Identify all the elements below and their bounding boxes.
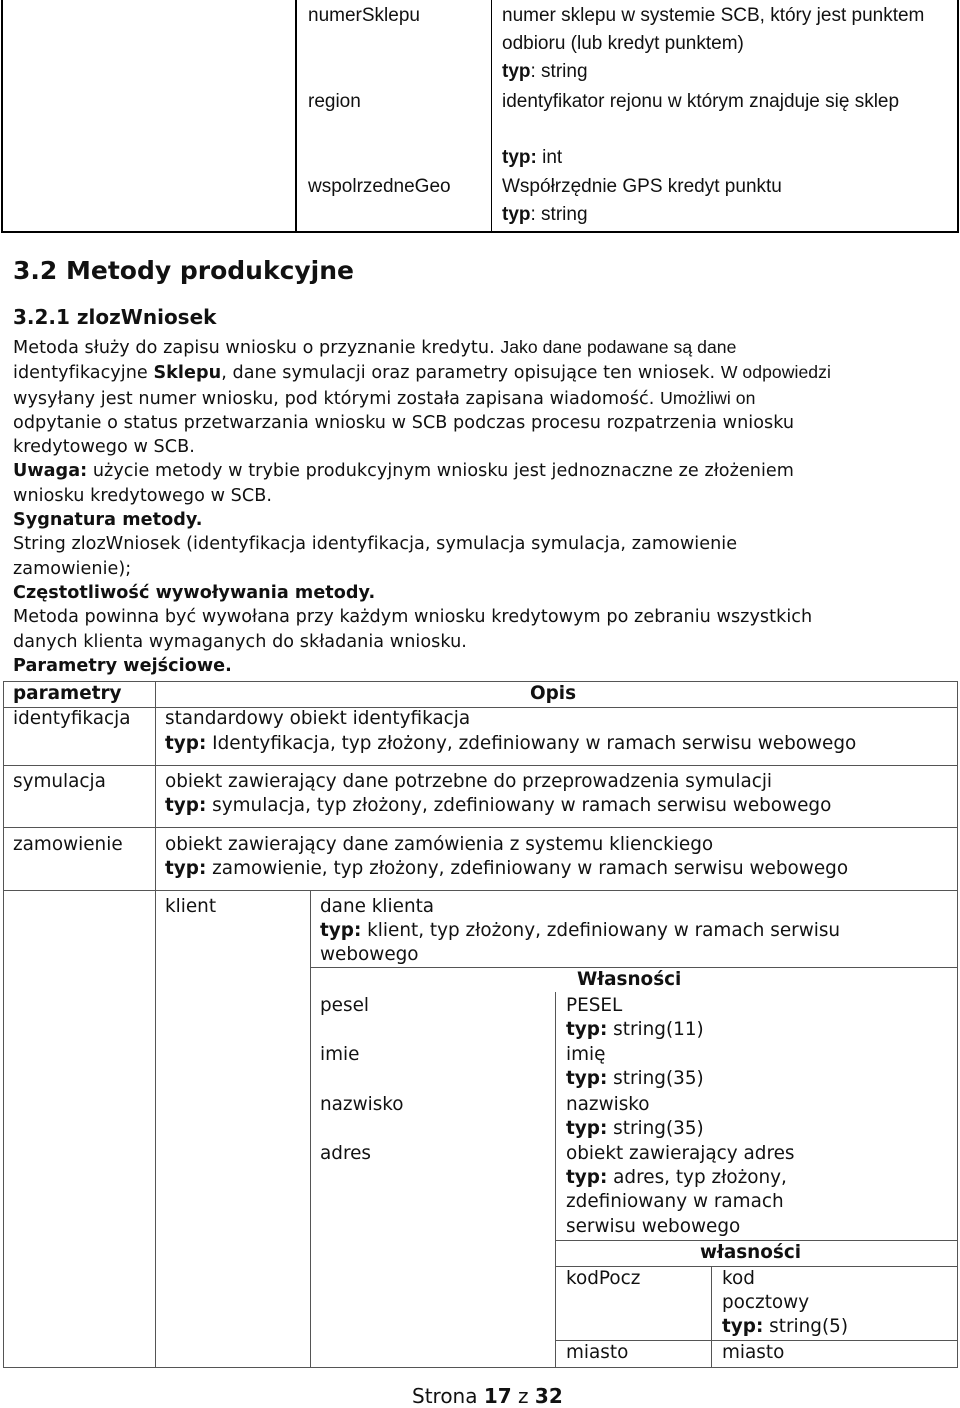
field-name: wspolrzedneGeo	[308, 176, 451, 197]
section-heading: 3.2 Metody produkcyjne	[13, 256, 355, 285]
prop-type: typ: adres, typ złożony,	[566, 1167, 787, 1188]
prop-name: adres	[320, 1143, 371, 1164]
prop-desc: imię	[566, 1044, 606, 1065]
param-name: klient	[165, 896, 217, 917]
prop-type: typ: string(35)	[566, 1068, 704, 1089]
prop-name: nazwisko	[320, 1094, 404, 1115]
prop-type: typ: string(11)	[566, 1019, 704, 1040]
prop-desc: obiekt zawierający adres	[566, 1143, 795, 1164]
field-name: numerSklepu	[308, 5, 420, 26]
signature-heading: Sygnatura metody.	[13, 510, 203, 531]
prop-name: kodPocz	[566, 1268, 641, 1289]
subsection-heading: 3.2.1 zlozWniosek	[13, 305, 217, 329]
param-name: symulacja	[13, 771, 106, 792]
prop-name: miasto	[566, 1342, 629, 1363]
warning-label: Uwaga:	[13, 461, 88, 482]
field-type: typ: int	[502, 147, 563, 168]
param-type: typ: zamowienie, typ złożony, zdefiniowany w ramach serwisu webowego	[165, 858, 849, 879]
prop-desc-cont: pocztowy	[722, 1292, 810, 1313]
param-name: identyfikacja	[13, 708, 131, 729]
prop-name: pesel	[320, 995, 369, 1016]
description-paragraph: Metoda służy do zapisu wniosku o przyznanie kredytu. Jako dane podawane są dane identyfikacyjne Sklepu, dane symulacji oraz parametry opisujące ten wniosek. W odpowiedzi wysyłany jest numer wniosku, pod którymi została zapisana wiadomość. Umożliwi on odpytanie o status przetwarzania wniosku w SCB podczas procesu rozpatrzenia wniosku kredytowego w SCB. Uwaga: użycie metody w trybie produkcyjnym wniosku jest jednoznaczne ze złożeniem wniosku kredytowego w SCB. Sygnatura metody. String zlozWniosek (identyfikacja identyfikacja, symulacja symulacja, zamowienie zamowienie); Częstotliwość wywoływania metody. Metoda powinna być wywołana przy każdym wniosku kredytowym po zebraniu wszystkich danych klienta wymaganych do składania wniosku. Parametry wejściowe.	[13, 335, 958, 678]
props-heading: Własności	[577, 969, 682, 990]
prop-type: typ: string(35)	[566, 1118, 704, 1139]
prop-desc: miasto	[722, 1342, 785, 1363]
props-heading: własności	[700, 1242, 802, 1263]
field-type: typ: string	[502, 61, 588, 82]
prop-type-cont: serwisu webowego	[566, 1216, 741, 1237]
prop-desc: kod	[722, 1268, 755, 1289]
prop-type: typ: string(5)	[722, 1316, 849, 1337]
params-heading: Parametry wejściowe.	[13, 655, 232, 676]
prop-type-cont: zdefiniowany w ramach	[566, 1191, 784, 1212]
field-name: region	[308, 91, 361, 112]
field-desc: identyfikator rejonu w którym znajduje się sklep	[502, 91, 900, 112]
param-type-cont: webowego	[320, 944, 419, 965]
field-type: typ: string	[502, 204, 588, 225]
param-desc: obiekt zawierający dane zamówienia z systemu klienckiego	[165, 834, 714, 855]
page-number: Strona 17 z 32	[412, 1384, 563, 1408]
col-header-param: parametry	[13, 683, 122, 704]
param-desc: dane klienta	[320, 896, 435, 917]
prop-desc: nazwisko	[566, 1094, 650, 1115]
signature-code: String zlozWniosek (identyfikacja identyfikacja, symulacja symulacja, zamowienie	[13, 534, 738, 555]
param-desc: standardowy obiekt identyfikacja	[165, 708, 471, 729]
prop-desc: PESEL	[566, 995, 623, 1016]
param-type: typ: symulacja, typ złożony, zdefiniowany w ramach serwisu webowego	[165, 795, 832, 816]
param-type: typ: klient, typ złożony, zdefiniowany w ramach serwisu	[320, 920, 841, 941]
param-desc: obiekt zawierający dane potrzebne do przeprowadzenia symulacji	[165, 771, 773, 792]
field-desc: numer sklepu w systemie SCB, który jest punktem odbioru (lub kredyt punktem)	[502, 5, 925, 54]
prop-name: imie	[320, 1044, 360, 1065]
col-header-desc: Opis	[530, 683, 577, 704]
param-name: zamowienie	[13, 834, 123, 855]
param-type: typ: Identyfikacja, typ złożony, zdefiniowany w ramach serwisu webowego	[165, 733, 857, 754]
frequency-heading: Częstotliwość wywoływania metody.	[13, 582, 376, 603]
field-desc: Współrzędnie GPS kredyt punktu	[502, 176, 782, 197]
